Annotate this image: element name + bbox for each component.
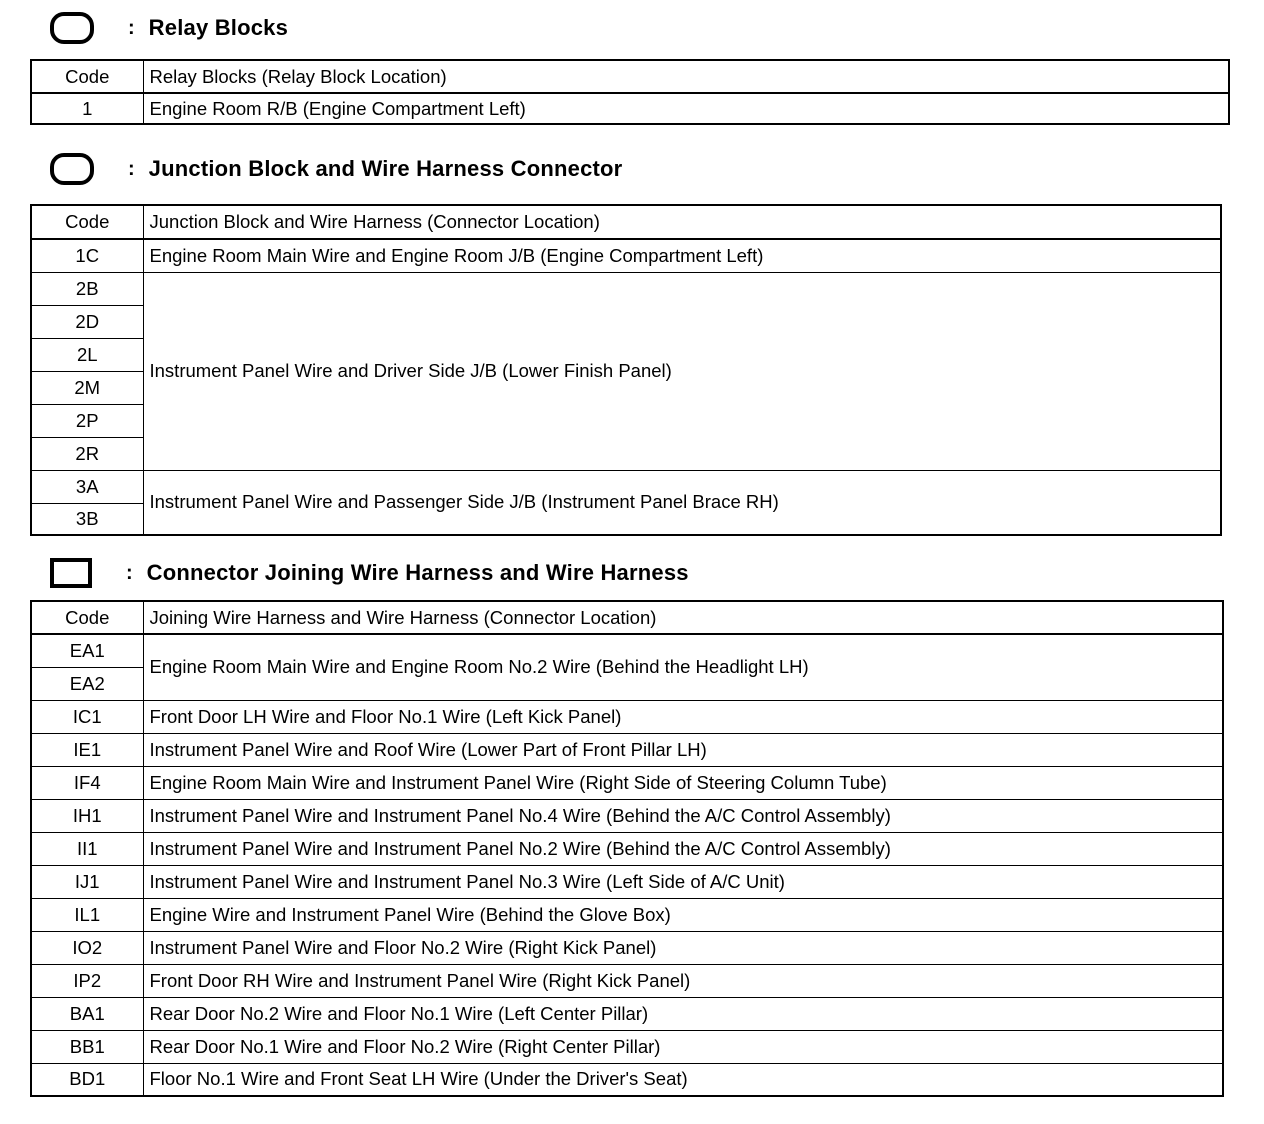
header-code: Code bbox=[31, 60, 143, 93]
desc-cell: Front Door RH Wire and Instrument Panel Wire (Right Kick Panel) bbox=[143, 964, 1223, 997]
table-row bbox=[31, 766, 1223, 799]
table-row bbox=[31, 997, 1223, 1030]
desc-cell: Rear Door No.1 Wire and Floor No.2 Wire (Right Center Pillar) bbox=[143, 1030, 1223, 1063]
table-row bbox=[31, 470, 1221, 503]
desc-cell: Instrument Panel Wire and Instrument Panel No.2 Wire (Behind the A/C Control Assembly) bbox=[143, 832, 1223, 865]
code-cell: 1 bbox=[31, 93, 143, 124]
heading-colon: : bbox=[126, 561, 133, 584]
table-row bbox=[31, 865, 1223, 898]
code-cell: IJ1 bbox=[31, 865, 143, 898]
connector-joining-table bbox=[30, 600, 1224, 1097]
code-cell: IF4 bbox=[31, 766, 143, 799]
code-cell: 2D bbox=[31, 305, 143, 338]
code-cell: 2R bbox=[31, 437, 143, 470]
table-row bbox=[31, 898, 1223, 931]
heading-colon: : bbox=[128, 157, 135, 180]
desc-cell: Instrument Panel Wire and Passenger Side J/B (Instrument Panel Brace RH) bbox=[143, 470, 1221, 535]
code-cell: BA1 bbox=[31, 997, 143, 1030]
code-cell: BB1 bbox=[31, 1030, 143, 1063]
desc-cell: Engine Room Main Wire and Instrument Panel Wire (Right Side of Steering Column Tube) bbox=[143, 766, 1223, 799]
desc-cell: Rear Door No.2 Wire and Floor No.1 Wire (Left Center Pillar) bbox=[143, 997, 1223, 1030]
code-cell: 3B bbox=[31, 503, 143, 535]
header-desc: Junction Block and Wire Harness (Connector Location) bbox=[143, 205, 1221, 239]
connector-joining-heading bbox=[50, 555, 689, 591]
section-title: Connector Joining Wire Harness and Wire Harness bbox=[146, 560, 689, 585]
desc-cell: Front Door LH Wire and Floor No.1 Wire (Left Kick Panel) bbox=[143, 700, 1223, 733]
code-cell: II1 bbox=[31, 832, 143, 865]
code-cell: 2M bbox=[31, 371, 143, 404]
code-cell: 2P bbox=[31, 404, 143, 437]
table-row bbox=[31, 799, 1223, 832]
desc-cell: Instrument Panel Wire and Roof Wire (Lower Part of Front Pillar LH) bbox=[143, 733, 1223, 766]
heading-colon: : bbox=[128, 16, 135, 39]
table-row bbox=[31, 931, 1223, 964]
table-row bbox=[31, 272, 1221, 305]
relay-block-symbol-icon bbox=[50, 12, 94, 44]
code-cell: 3A bbox=[31, 470, 143, 503]
code-cell: IP2 bbox=[31, 964, 143, 997]
desc-cell: Engine Room R/B (Engine Compartment Left) bbox=[143, 93, 1229, 124]
desc-cell: Instrument Panel Wire and Driver Side J/B (Lower Finish Panel) bbox=[143, 272, 1221, 470]
code-cell: BD1 bbox=[31, 1063, 143, 1096]
header-desc: Joining Wire Harness and Wire Harness (Connector Location) bbox=[143, 601, 1223, 634]
header-code: Code bbox=[31, 601, 143, 634]
junction-block-heading bbox=[50, 151, 622, 187]
table-row bbox=[31, 964, 1223, 997]
code-cell: IC1 bbox=[31, 700, 143, 733]
desc-cell: Instrument Panel Wire and Instrument Panel No.4 Wire (Behind the A/C Control Assembly) bbox=[143, 799, 1223, 832]
section-title: Junction Block and Wire Harness Connector bbox=[148, 156, 623, 181]
code-cell: 2L bbox=[31, 338, 143, 371]
relay-blocks-heading bbox=[50, 10, 288, 46]
header-code: Code bbox=[31, 205, 143, 239]
desc-cell: Instrument Panel Wire and Floor No.2 Wire (Right Kick Panel) bbox=[143, 931, 1223, 964]
table-header-row bbox=[31, 601, 1223, 634]
code-cell: IE1 bbox=[31, 733, 143, 766]
header-desc: Relay Blocks (Relay Block Location) bbox=[143, 60, 1229, 93]
table-header-row bbox=[31, 60, 1229, 93]
desc-cell: Engine Wire and Instrument Panel Wire (Behind the Glove Box) bbox=[143, 898, 1223, 931]
table-row bbox=[31, 832, 1223, 865]
table-row bbox=[31, 700, 1223, 733]
desc-cell: Engine Room Main Wire and Engine Room No.2 Wire (Behind the Headlight LH) bbox=[143, 634, 1223, 700]
code-cell: IH1 bbox=[31, 799, 143, 832]
code-cell: EA2 bbox=[31, 667, 143, 700]
relay-blocks-table bbox=[30, 59, 1230, 125]
code-cell: IL1 bbox=[31, 898, 143, 931]
junction-block-table bbox=[30, 204, 1222, 536]
desc-cell: Engine Room Main Wire and Engine Room J/B (Engine Compartment Left) bbox=[143, 239, 1221, 272]
code-cell: IO2 bbox=[31, 931, 143, 964]
desc-cell: Floor No.1 Wire and Front Seat LH Wire (Under the Driver's Seat) bbox=[143, 1063, 1223, 1096]
code-cell: 1C bbox=[31, 239, 143, 272]
table-row bbox=[31, 239, 1221, 272]
table-row bbox=[31, 1063, 1223, 1096]
desc-cell: Instrument Panel Wire and Instrument Panel No.3 Wire (Left Side of A/C Unit) bbox=[143, 865, 1223, 898]
junction-block-symbol-icon bbox=[50, 153, 94, 185]
connector-symbol-icon bbox=[50, 558, 92, 588]
code-cell: 2B bbox=[31, 272, 143, 305]
table-row bbox=[31, 93, 1229, 124]
section-title: Relay Blocks bbox=[148, 15, 289, 40]
table-row bbox=[31, 1030, 1223, 1063]
code-cell: EA1 bbox=[31, 634, 143, 667]
table-header-row bbox=[31, 205, 1221, 239]
table-row bbox=[31, 634, 1223, 667]
table-row bbox=[31, 733, 1223, 766]
